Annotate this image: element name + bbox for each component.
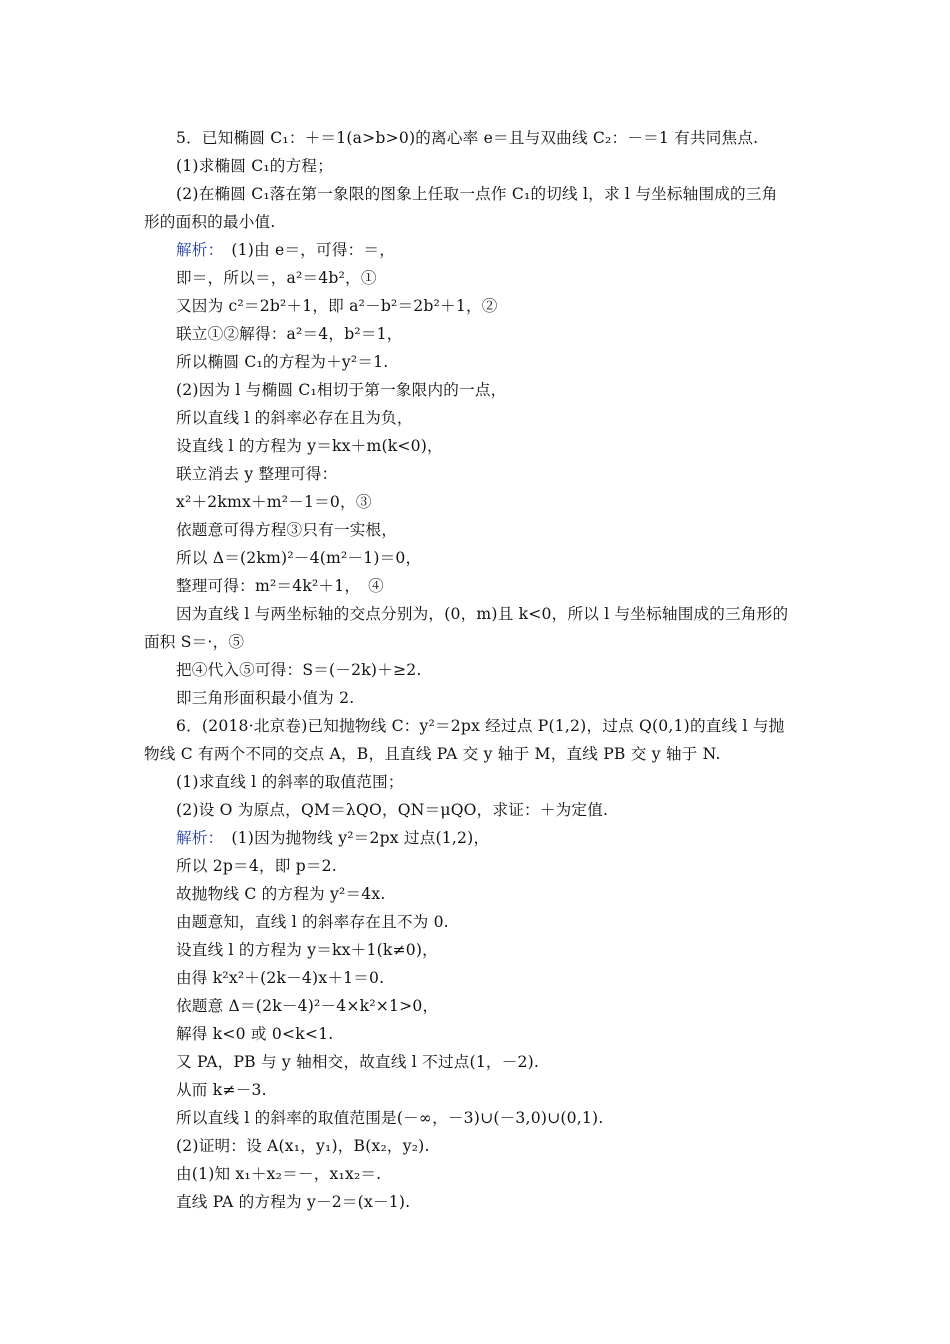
problem6-solution-line: 由(1)知 x₁＋x₂＝－，x₁x₂＝. bbox=[176, 1165, 382, 1183]
problem5-area-line: 因为直线 l 与两坐标轴的交点分别为，(0，m)且 k<0，所以 l 与坐标轴围成的三角形的 bbox=[176, 605, 789, 623]
solution-label: 解析： bbox=[176, 829, 216, 847]
problem6-solution-line: 解得 k<0 或 0<k<1. bbox=[176, 1025, 334, 1043]
problem5-question-1: (1)求椭圆 C₁的方程； bbox=[176, 157, 333, 175]
problem5-solution-line: 所以 Δ＝(2km)²－4(m²－1)＝0， bbox=[176, 549, 422, 567]
problem5-solution-line: 即＝，所以＝，a²＝4b²，① bbox=[176, 269, 377, 287]
solution-text: (1)由 e＝，可得：＝， bbox=[215, 241, 396, 259]
problem6-solution-line: 所以直线 l 的斜率的取值范围是(－∞，－3)∪(－3,0)∪(0,1). bbox=[176, 1109, 604, 1127]
problem6-solution-line: 所以 2p＝4，即 p＝2. bbox=[176, 857, 337, 875]
problem6-question-1: (1)求直线 l 的斜率的取值范围； bbox=[176, 773, 404, 791]
problem6-solution-line: 从而 k≠－3. bbox=[176, 1081, 267, 1099]
problem5-question-2-cont: 形的面积的最小值. bbox=[144, 213, 276, 231]
problem5-solution-line: 依题意可得方程③只有一实根， bbox=[176, 521, 398, 539]
problem5-area-line-cont: 面积 S＝·，⑤ bbox=[144, 633, 245, 651]
problem5-solution-line: 所以直线 l 的斜率必存在且为负， bbox=[176, 409, 413, 427]
problem6-solution-line: 依题意 Δ＝(2k－4)²－4×k²×1>0， bbox=[176, 997, 439, 1015]
problem5-solution-line: 所以椭圆 C₁的方程为＋y²＝1. bbox=[176, 353, 389, 371]
problem6-solution-line: 由题意知，直线 l 的斜率存在且不为 0. bbox=[176, 913, 449, 931]
problem5-stem: 5．已知椭圆 C₁：＋＝1(a>b>0)的离心率 e＝且与双曲线 C₂：－＝1 有共同焦点. bbox=[176, 129, 759, 147]
problem6-solution-line: 故抛物线 C 的方程为 y²＝4x. bbox=[176, 885, 386, 903]
problem6-solution-line: 设直线 l 的方程为 y＝kx＋1(k≠0)， bbox=[176, 941, 438, 959]
problem5-solution-line: 设直线 l 的方程为 y＝kx＋m(k<0)， bbox=[176, 437, 443, 455]
problem5-solution-line: 联立①②解得：a²＝4，b²＝1， bbox=[176, 325, 403, 343]
problem6-solution-first-line bbox=[176, 828, 489, 848]
solution-label: 解析： bbox=[176, 241, 216, 259]
problem6-solution-line: (2)证明：设 A(x₁，y₁)，B(x₂，y₂). bbox=[176, 1137, 430, 1155]
problem5-solution-line: (2)因为 l 与椭圆 C₁相切于第一象限内的一点， bbox=[176, 381, 507, 399]
problem5-question-2: (2)在椭圆 C₁落在第一象限的图象上任取一点作 C₁的切线 l，求 l 与坐标轴围成的三角 bbox=[176, 185, 778, 203]
problem5-solution-first-line bbox=[176, 240, 395, 260]
problem5-substitution: 把④代入⑤可得：S＝(－2k)＋≥2. bbox=[176, 661, 422, 679]
problem6-solution-line: 直线 PA 的方程为 y－2＝(x－1). bbox=[176, 1193, 411, 1211]
problem5-solution-line: 联立消去 y 整理可得： bbox=[176, 465, 338, 483]
problem6-question-2: (2)设 O 为原点，QM＝λQO，QN＝μQO，求证：＋为定值. bbox=[176, 801, 609, 819]
problem5-conclusion: 即三角形面积最小值为 2. bbox=[176, 689, 355, 707]
problem5-solution-line: 又因为 c²＝2b²＋1，即 a²－b²＝2b²＋1，② bbox=[176, 297, 498, 315]
problem6-stem: 6．(2018·北京卷)已知抛物线 C：y²＝2px 经过点 P(1,2)，过点 Q(0,1)的直线 l 与抛 bbox=[176, 717, 785, 735]
problem5-solution-line: 整理可得：m²＝4k²＋1， ④ bbox=[176, 577, 384, 595]
problem5-solution-line: x²＋2kmx＋m²－1＝0，③ bbox=[176, 493, 372, 511]
solution-text: (1)因为抛物线 y²＝2px 过点(1,2)， bbox=[215, 829, 490, 847]
problem6-solution-line: 由得 k²x²＋(2k－4)x＋1＝0. bbox=[176, 969, 385, 987]
problem6-stem-cont: 物线 C 有两个不同的交点 A，B，且直线 PA 交 y 轴于 M，直线 PB 交 y 轴于 N. bbox=[144, 745, 721, 763]
problem6-solution-line: 又 PA，PB 与 y 轴相交，故直线 l 不过点(1，－2). bbox=[176, 1053, 540, 1071]
